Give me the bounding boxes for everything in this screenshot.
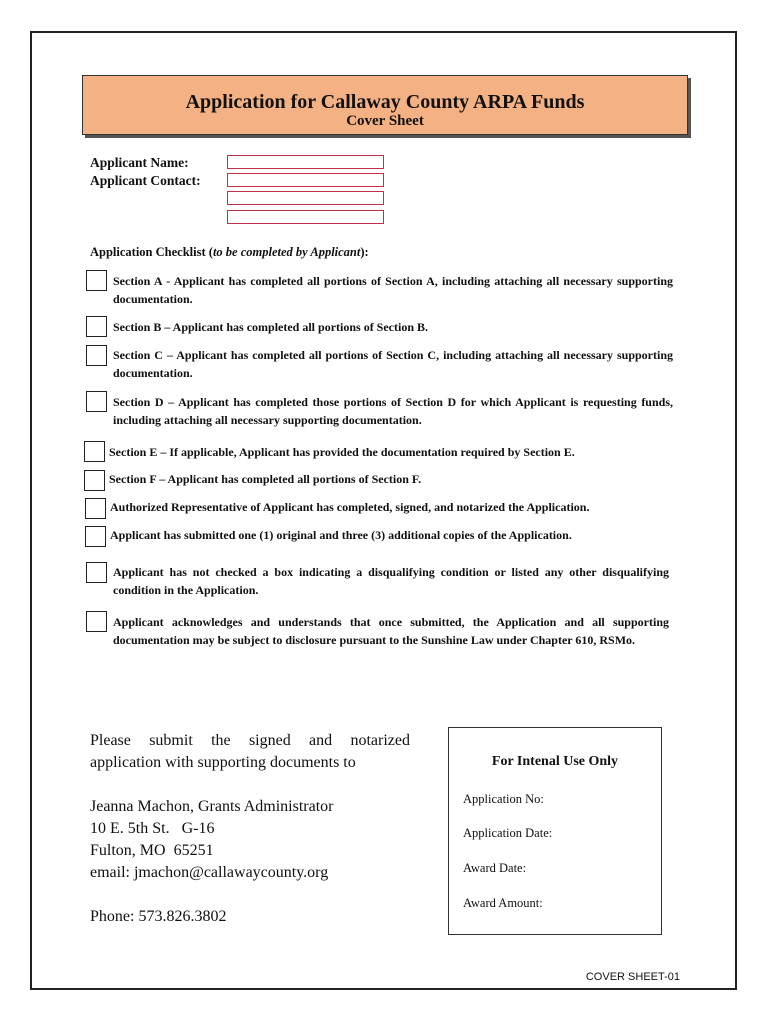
page-subtitle: Cover Sheet bbox=[346, 113, 424, 129]
applicant-name-label: Applicant Name: bbox=[90, 155, 189, 170]
internal-use-title: For Intenal Use Only bbox=[491, 754, 619, 769]
checklist-item-section-d: Section D – Applicant has completed those portions of Section D for which Applicant is requesting funds, including attaching all necessary supporting documentation. bbox=[113, 395, 673, 427]
internal-use-box bbox=[448, 727, 662, 935]
checklist-item-authorized-representative: Authorized Representative of Applicant has completed, signed, and notarized the Application. bbox=[110, 500, 590, 514]
applicant-name-field[interactable] bbox=[227, 155, 384, 169]
applicant-contact-field-1[interactable] bbox=[227, 173, 384, 187]
title-banner bbox=[82, 75, 688, 135]
contact-phone: Phone: 573.826.3802 bbox=[90, 908, 227, 925]
checkbox-sunshine-law[interactable] bbox=[86, 611, 107, 632]
address-line-2: Fulton, MO 65251 bbox=[90, 842, 214, 859]
checkbox-section-c[interactable] bbox=[86, 345, 107, 366]
checkbox-section-a[interactable] bbox=[86, 270, 107, 291]
footer-code: COVER SHEET-01 bbox=[585, 971, 680, 983]
checklist-heading-italic: to be completed by Applicant bbox=[212, 245, 361, 259]
page-title: Application for Callaway County ARPA Funds bbox=[185, 91, 585, 113]
checklist-heading: Application Checklist (to be completed by Applicant): bbox=[90, 245, 369, 259]
checklist-item-section-b: Section B – Applicant has completed all portions of Section B. bbox=[113, 320, 429, 334]
checklist-item-sunshine-law: Applicant acknowledges and understands that once submitted, the Application and all supporting documentation may be subject to disclosure pursuant to the Sunshine Law under Chapter 610, RSMo. bbox=[113, 615, 669, 647]
checklist-item-section-e: Section E – If applicable, Applicant has provided the documentation required by Section E. bbox=[109, 445, 575, 459]
submit-instructions-text: Please submit the signed and notarized application with supporting documents to bbox=[90, 732, 410, 771]
applicant-contact-label: Applicant Contact: bbox=[90, 173, 201, 188]
contact-name: Jeanna Machon, Grants Administrator bbox=[90, 798, 334, 815]
submission-instructions bbox=[90, 730, 410, 928]
award-amount-label: Award Amount: bbox=[463, 896, 543, 910]
checklist-item-copies-submitted: Applicant has submitted one (1) original and three (3) additional copies of the Application. bbox=[110, 528, 572, 542]
award-date-label: Award Date: bbox=[463, 861, 527, 875]
checkbox-section-f[interactable] bbox=[84, 470, 105, 491]
checklist-item-section-a: Section A - Applicant has completed all portions of Section A, including attaching all necessary supporting documentation. bbox=[113, 274, 673, 306]
contact-email: email: jmachon@callawaycounty.org bbox=[90, 864, 329, 881]
checkbox-authorized-representative[interactable] bbox=[85, 498, 106, 519]
checklist-item-disqualifying-condition: Applicant has not checked a box indicating a disqualifying condition or listed any other disqualifying condition in the Application. bbox=[113, 565, 669, 597]
application-no-label: Application No: bbox=[463, 792, 544, 806]
checklist-item-section-f: Section F – Applicant has completed all portions of Section F. bbox=[109, 472, 422, 486]
checkbox-section-b[interactable] bbox=[86, 316, 107, 337]
applicant-contact-field-2[interactable] bbox=[227, 191, 384, 205]
checklist-item-section-c: Section C – Applicant has completed all portions of Section C, including attaching all necessary supporting documentation. bbox=[113, 348, 673, 380]
checkbox-copies-submitted[interactable] bbox=[85, 526, 106, 547]
checkbox-section-d[interactable] bbox=[86, 391, 107, 412]
applicant-contact-field-3[interactable] bbox=[227, 210, 384, 224]
checkbox-section-e[interactable] bbox=[84, 441, 105, 462]
application-date-label: Application Date: bbox=[463, 826, 553, 840]
address-line-1: 10 E. 5th St. G-16 bbox=[90, 820, 215, 837]
checkbox-disqualifying-condition[interactable] bbox=[86, 562, 107, 583]
